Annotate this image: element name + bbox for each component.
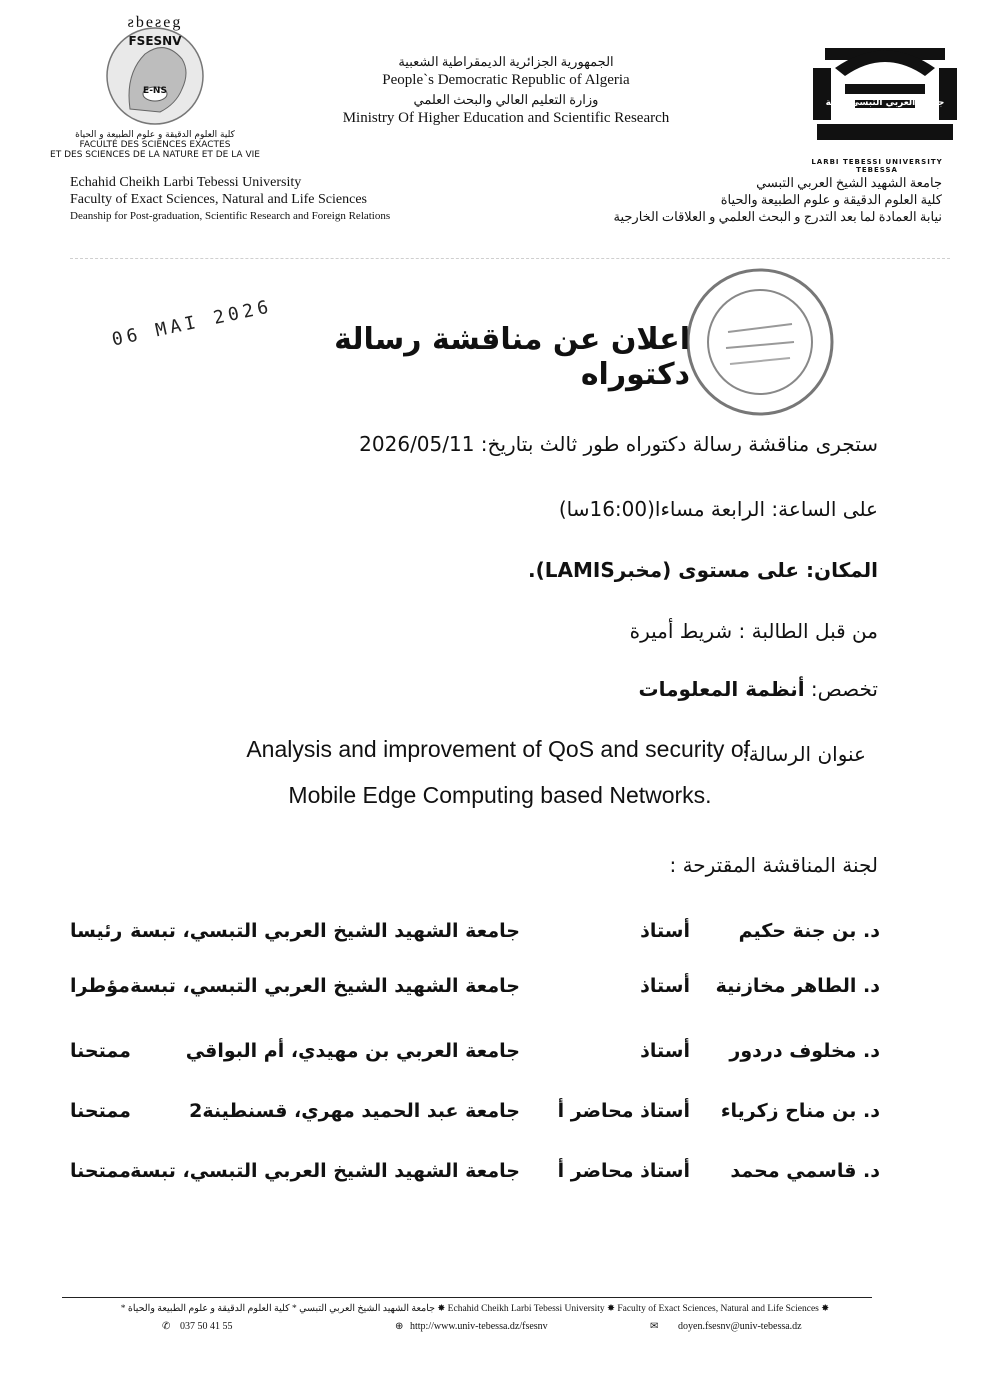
- ministry-heading: [300, 52, 712, 128]
- footer-divider: [62, 1297, 872, 1298]
- member-rank: أستاذ: [640, 975, 690, 997]
- committee-member: [70, 1040, 880, 1078]
- member-role: رئيسا: [70, 920, 123, 942]
- university-name-en: Echahid Cheikh Larbi Tebessi University: [70, 175, 302, 190]
- date-stamp: 06 MAI 2026: [110, 296, 275, 351]
- university-logo-en: LARBI TEBESSI UNIVERSITY TEBESSA: [811, 158, 943, 174]
- university-name-ar: جامعة الشهيد الشيخ العربي التبسي: [756, 175, 942, 190]
- deanship-name-en: Deanship for Post-graduation, Scientific Research and Foreign Relations: [70, 210, 391, 222]
- faculty-logo-caption: [30, 130, 280, 160]
- republic-ar: الجمهورية الجزائرية الديمقراطية الشعبية: [398, 54, 614, 69]
- faculty-name-en: Faculty of Exact Sciences, Natural and Life Sciences: [70, 192, 367, 207]
- member-role: ممتحنا: [70, 1040, 131, 1062]
- thesis-title-line-1: Analysis and improvement of QoS and security of: [246, 736, 750, 762]
- thesis-label: عنوان الرسالة:: [742, 742, 866, 766]
- ministry-ar: وزارة التعليم العالي والبحث العلمي: [413, 92, 599, 107]
- member-name: د. بن مناح زكرياء: [720, 1100, 880, 1122]
- deanship-name-ar: نيابة العمادة لما بعد التدرج و البحث العلمي و العلاقات الخارجية: [613, 209, 942, 224]
- member-rank: أستاذ: [640, 1040, 690, 1062]
- member-role: ممتحنا: [70, 1100, 131, 1122]
- committee-member: [70, 975, 880, 1013]
- footer-website[interactable]: http://www.univ-tebessa.dz/fsesnv: [410, 1321, 548, 1332]
- university-header-ar: [596, 174, 942, 225]
- specialty: [638, 677, 878, 701]
- member-rank: أستاذ: [640, 920, 690, 942]
- logo-caption-ar: كلية العلوم الدقيقة و علوم الطبيعة و الحياة: [75, 130, 235, 140]
- university-header-en: [70, 174, 510, 225]
- official-seal: [680, 262, 840, 422]
- committee-member: [70, 1160, 880, 1198]
- header-divider: [70, 258, 950, 259]
- member-role: ممتحنا: [70, 1160, 131, 1182]
- logo-caption-fr-1: FACULTÉ DES SCIENCES EXACTES: [79, 140, 231, 150]
- university-logo-ar: جامعة العربي التبسي تبسة: [825, 98, 945, 108]
- faculty-name-ar: كلية العلوم الدقيقة و علوم الطبيعة والحياة: [720, 192, 942, 207]
- member-university: جامعة الشهيد الشيخ العربي التبسي، تبسة: [130, 920, 520, 942]
- republic-en: People`s Democratic Republic of Algeria: [382, 72, 630, 88]
- member-university: جامعة العربي بن مهيدي، أم البواقي: [185, 1040, 520, 1062]
- defense-date: ستجرى مناقشة رسالة دكتوراه طور ثالث بتاريخ: 2026/05/11: [359, 432, 878, 456]
- member-university: جامعة عبد الحميد مهري، قسنطينة2: [189, 1100, 520, 1122]
- specialty-value: أنظمة المعلومات: [638, 677, 805, 701]
- member-name: د. مخلوف دردور: [729, 1040, 880, 1062]
- logo-top-text: ƨbeƨeg: [127, 14, 183, 31]
- committee-member: [70, 1100, 880, 1138]
- member-university: جامعة الشهيد الشيخ العربي التبسي، تبسة: [130, 975, 520, 997]
- committee-member: [70, 920, 880, 958]
- committee-label: لجنة المناقشة المقترحة :: [669, 853, 878, 877]
- member-name: د. بن جنة حكيم: [738, 920, 880, 942]
- announcement-title: اعلان عن مناقشة رسالة دكتوراه: [334, 322, 690, 392]
- ministry-en: Ministry Of Higher Education and Scientific Research: [342, 110, 670, 126]
- specialty-label: تخصص:: [804, 677, 878, 701]
- student-name: من قبل الطالبة : شريط أميرة: [629, 619, 878, 643]
- defense-place: المكان: على مستوى (مخبرLAMIS).: [528, 558, 878, 582]
- footer-phone: 037 50 41 55: [180, 1321, 233, 1332]
- member-rank: أستاذ محاضر أ: [557, 1100, 690, 1122]
- member-name: د. قاسمي محمد: [730, 1160, 880, 1182]
- logo-name: FSESNV: [128, 34, 182, 48]
- globe-icon: ⊕: [395, 1321, 404, 1332]
- phone-icon: ✆: [162, 1321, 171, 1332]
- logo-caption-fr-2: ET DES SCIENCES DE LA NATURE ET DE LA VIE: [50, 150, 260, 160]
- mail-icon: ✉: [650, 1321, 659, 1332]
- defense-time: على الساعة: الرابعة مساءا(16:00سا): [558, 497, 878, 521]
- footer-email[interactable]: doyen.fsesnv@univ-tebessa.dz: [678, 1321, 802, 1332]
- footer-address: * جامعة الشهيد الشيخ العربي التبسي * كلية العلوم الدقيقة و علوم الطبيعة والحياة ✸ Echahid Cheikh Larbi Tebessi University ✸ Faculty of Exact Sciences, Natural and Life Sciences ✸: [120, 1304, 830, 1314]
- thesis-title-line-2: Mobile Edge Computing based Networks.: [288, 782, 712, 808]
- member-name: د. الطاهر مخازنية: [715, 975, 880, 997]
- member-role: مؤطرا: [70, 975, 130, 997]
- member-university: جامعة الشهيد الشيخ العربي التبسي، تبسة: [130, 1160, 520, 1182]
- member-rank: أستاذ محاضر أ: [557, 1160, 690, 1182]
- logo-badge: E-NS: [143, 86, 167, 96]
